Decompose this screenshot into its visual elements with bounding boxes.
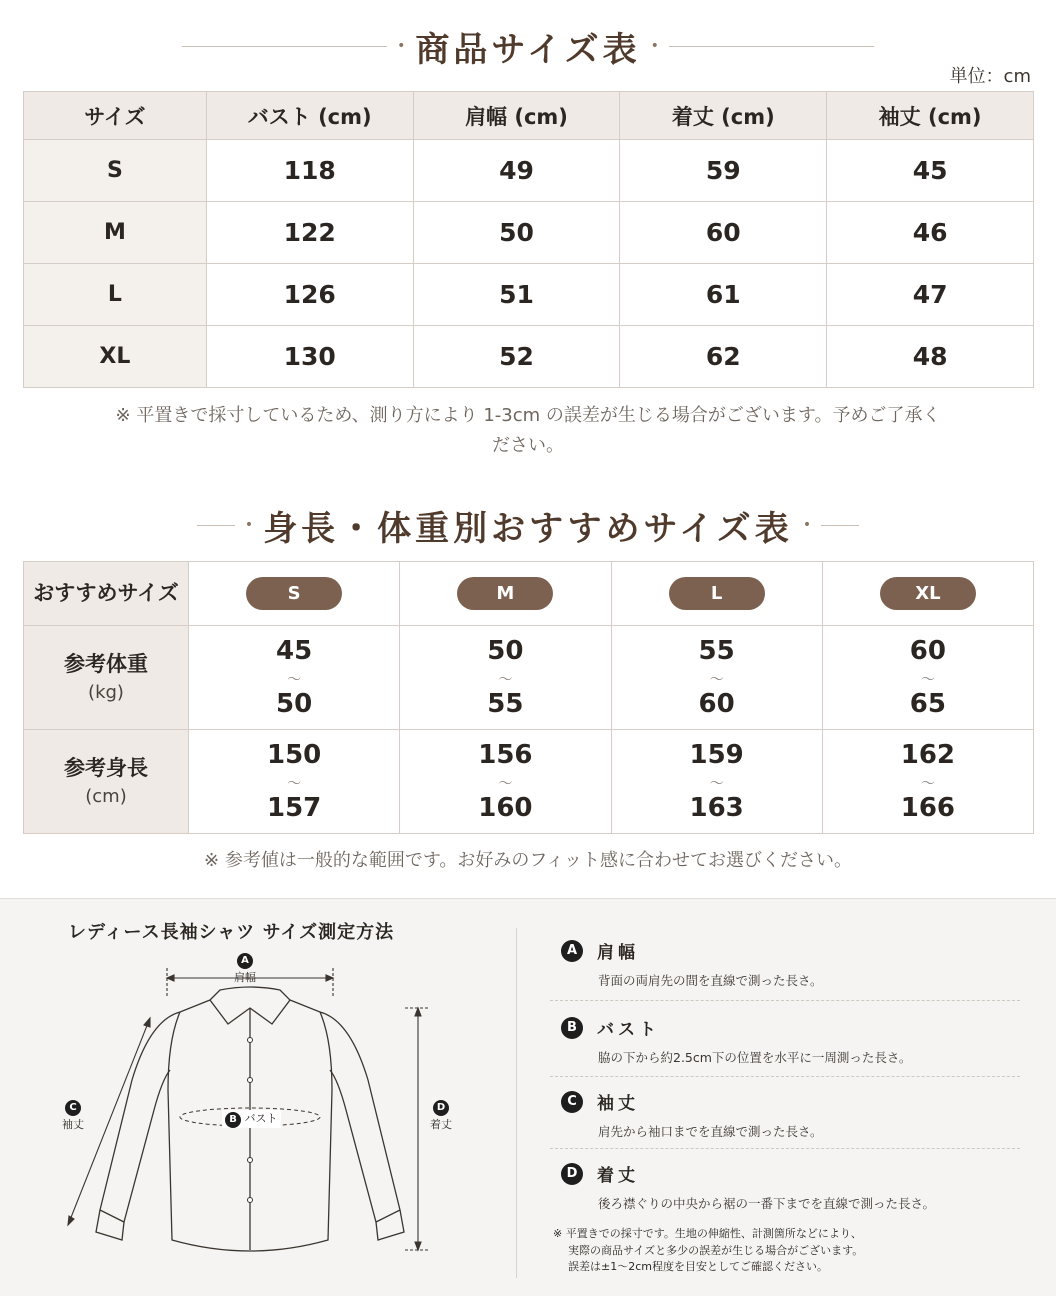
shoulder-cell: 49	[413, 140, 620, 202]
length-cell: 60	[620, 202, 827, 264]
diagram-label-d: D 着丈	[430, 1102, 452, 1131]
legend-separator	[550, 1000, 1020, 1001]
bust-cell: 126	[206, 264, 413, 326]
label-c-icon: C	[65, 1100, 81, 1116]
weight-cell: 60 ～ 65	[822, 626, 1033, 730]
header-shoulder: 肩幅 (cm)	[413, 92, 620, 140]
length-cell: 61	[620, 264, 827, 326]
unit-label: 単位：cm	[949, 66, 1031, 87]
height-cell: 162 ～ 166	[822, 730, 1033, 834]
label-a-icon: A	[237, 953, 253, 969]
weight-unit: (kg)	[88, 681, 124, 703]
size-pill-xl: XL	[880, 577, 976, 610]
table-row	[24, 562, 1034, 626]
height-unit: (cm)	[85, 785, 127, 807]
bust-cell: 118	[206, 140, 413, 202]
table-row	[24, 626, 1034, 730]
header-length: 着丈 (cm)	[620, 92, 827, 140]
diagram-label-c: C 袖丈	[62, 1102, 84, 1131]
size-cell: XL	[24, 326, 207, 388]
sleeve-cell: 46	[827, 202, 1034, 264]
diagram-label-a: A 肩幅	[234, 955, 256, 984]
letter-d-icon: D	[561, 1163, 583, 1185]
legend-item-length: D 着丈 後ろ襟ぐりの中央から裾の一番下までを直線で測った長さ。	[561, 1161, 1021, 1212]
legend-item-sleeve: C 袖丈 肩先から袖口までを直線で測った長さ。	[561, 1089, 1021, 1140]
label-d-icon: D	[433, 1100, 449, 1116]
size-note-line2: ださい。	[492, 435, 564, 456]
weight-cell: 50 ～ 55	[400, 626, 611, 730]
sleeve-cell: 48	[827, 326, 1034, 388]
measure-fine-print: ※ 平置きでの採寸です。生地の伸縮性、計測箇所などにより、 実際の商品サイズと多少の誤差が生じる場合がございます。 誤差は±1～2cm程度を目安としてご確認ください。	[553, 1227, 864, 1273]
height-cell: 156 ～ 160	[400, 730, 611, 834]
size-cell: S	[24, 140, 207, 202]
shoulder-cell: 50	[413, 202, 620, 264]
legend-item-shoulder: A 肩幅 背面の両肩先の間を直線で測った長さ。	[561, 938, 1021, 989]
diagram-label-b: B バスト	[222, 1110, 281, 1128]
size-chart-heading: • 商品サイズ表 •	[0, 24, 1056, 68]
size-table	[23, 91, 1034, 388]
length-cell: 62	[620, 326, 827, 388]
legend-item-bust: B バスト 脇の下から約2.5cm下の位置を水平に一周測った長さ。	[561, 1015, 1021, 1066]
letter-b-icon: B	[561, 1017, 583, 1039]
height-row-header	[24, 730, 189, 834]
legend-separator	[550, 1148, 1020, 1149]
height-label: 参考身長	[64, 756, 148, 781]
weight-cell: 55 ～ 60	[611, 626, 822, 730]
label-b-icon: B	[225, 1112, 241, 1128]
recommend-note: ※ 参考値は一般的な範囲です。お好みのフィット感に合わせてお選びください。	[204, 850, 852, 871]
table-row	[24, 326, 1034, 388]
size-note-line1: ※ 平置きで採寸しているため、測り方により 1-3cm の誤差が生じる場合がございます。予めご了承く	[115, 405, 941, 426]
shoulder-cell: 51	[413, 264, 620, 326]
bust-cell: 130	[206, 326, 413, 388]
table-row	[24, 730, 1034, 834]
header-size: サイズ	[24, 92, 207, 140]
length-cell: 59	[620, 140, 827, 202]
legend-separator	[550, 1076, 1020, 1077]
letter-a-icon: A	[561, 940, 583, 962]
sleeve-cell: 47	[827, 264, 1034, 326]
recommend-size-header: おすすめサイズ	[24, 562, 189, 626]
size-pill-s: S	[246, 577, 342, 610]
shoulder-cell: 52	[413, 326, 620, 388]
size-chart-title: 商品サイズ表	[415, 29, 641, 70]
height-cell: 150 ～ 157	[189, 730, 400, 834]
bust-cell: 122	[206, 202, 413, 264]
size-chart-note	[40, 401, 1016, 461]
header-bust: バスト (cm)	[206, 92, 413, 140]
weight-label: 参考体重	[64, 652, 148, 677]
size-pill-l: L	[669, 577, 765, 610]
weight-cell: 45 ～ 50	[189, 626, 400, 730]
weight-row-header	[24, 626, 189, 730]
table-header-row	[24, 92, 1034, 140]
measure-guide-title: レディース長袖シャツ サイズ測定方法	[68, 922, 395, 943]
table-row	[24, 202, 1034, 264]
header-sleeve: 袖丈 (cm)	[827, 92, 1034, 140]
panel-divider	[516, 928, 517, 1278]
recommend-table	[23, 561, 1034, 834]
letter-c-icon: C	[561, 1091, 583, 1113]
shirt-diagram	[50, 950, 480, 1260]
size-cell: L	[24, 264, 207, 326]
sleeve-cell: 45	[827, 140, 1034, 202]
recommend-chart-title: 身長・体重別おすすめサイズ表	[263, 508, 793, 549]
size-pill-m: M	[457, 577, 553, 610]
table-row	[24, 264, 1034, 326]
height-cell: 159 ～ 163	[611, 730, 822, 834]
recommend-chart-heading: • 身長・体重別おすすめサイズ表 •	[0, 503, 1056, 547]
table-row	[24, 140, 1034, 202]
size-cell: M	[24, 202, 207, 264]
